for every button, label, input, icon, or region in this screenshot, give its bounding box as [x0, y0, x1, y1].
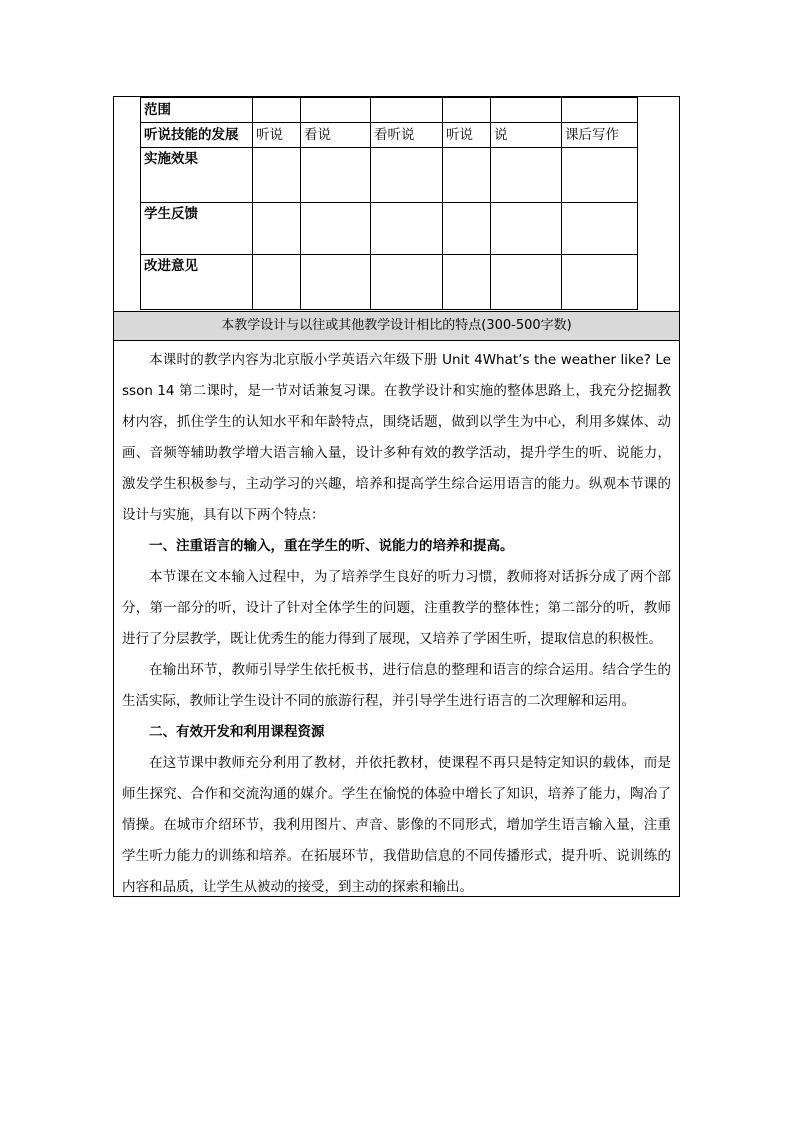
- table-cell: [491, 148, 562, 203]
- table-cell: [562, 98, 638, 123]
- section-title: 本教学设计与以往或其他教学设计相比的特点(300-500字数): [114, 311, 679, 341]
- table-cell: 课后写作: [562, 123, 638, 148]
- table-row-effect: [141, 148, 638, 203]
- row-label: 范围: [141, 98, 253, 123]
- table-cell: [491, 98, 562, 123]
- table-row-scope: [141, 98, 638, 123]
- table-cell: [371, 202, 443, 254]
- table-cell: 听说: [253, 123, 301, 148]
- table-cell: [491, 255, 562, 310]
- table-cell: [562, 202, 638, 254]
- table-cell: 看说: [301, 123, 371, 148]
- table-cell: [443, 255, 491, 310]
- row-label: 实施效果: [141, 148, 253, 203]
- table-cell: [253, 202, 301, 254]
- table-cell: [301, 255, 371, 310]
- row-label: 学生反馈: [141, 202, 253, 254]
- table-cell: [443, 148, 491, 203]
- design-features-text: [114, 341, 679, 903]
- table-cell: [253, 255, 301, 310]
- heading-feature-two: 二、有效开发和利用课程资源: [149, 724, 325, 740]
- table-cell: 看听说: [371, 123, 443, 148]
- table-cell: [371, 255, 443, 310]
- table-cell: 听说: [443, 123, 491, 148]
- document-frame: [113, 96, 680, 897]
- table-cell: [562, 148, 638, 203]
- table-row-skills: [141, 123, 638, 148]
- table-cell: [491, 202, 562, 254]
- paragraph-output: 在输出环节，教师引导学生依托板书，进行信息的整理和语言的综合运用。结合学生的生活实际，教师让学生设计不同的旅游行程，并引导学生进行语言的二次理解和运用。: [122, 662, 671, 709]
- row-label: 听说技能的发展: [141, 123, 253, 148]
- evaluation-section: [114, 97, 679, 311]
- table-row-feedback: [141, 202, 638, 254]
- row-label: 改进意见: [141, 255, 253, 310]
- table-cell: [301, 98, 371, 123]
- table-cell: [562, 255, 638, 310]
- table-cell: [371, 148, 443, 203]
- evaluation-table: [140, 97, 638, 310]
- table-cell: [371, 98, 443, 123]
- table-cell: [253, 98, 301, 123]
- heading-feature-one: 一、注重语言的输入，重在学生的听、说能力的培养和提高。: [149, 538, 514, 554]
- paragraph-intro: 本课时的教学内容为北京版小学英语六年级下册 Unit 4What’s the weather like? Lesson 14 第二课时，是一节对话兼复习课。在教学设计和实施的整体思路上，我充分挖掘教材内容，抓住学生的认知水平和年龄特点，围绕话题，做到以学生为中心，利用多媒体、动画、音频等辅助教学增大语言输入量，设计多种有效的教学活动，提升学生的听、说能力，激发学生积极参与，主动学习的兴趣，培养和提高学生综合运用语言的能力。纵观本节课的设计与实施，具有以下两个特点：: [122, 352, 671, 523]
- table-cell: [443, 202, 491, 254]
- paragraph-input: 本节课在文本输入过程中，为了培养学生良好的听力习惯，教师将对话拆分成了两个部分，第一部分的听，设计了针对全体学生的问题，注重教学的整体性；第二部分的听，教师进行了分层教学，既让优秀生的能力得到了展现，又培养了学困生听，提取信息的积极性。: [122, 569, 671, 647]
- table-cell: [443, 98, 491, 123]
- table-cell: [301, 148, 371, 203]
- table-cell: 说: [491, 123, 562, 148]
- table-cell: [253, 148, 301, 203]
- table-cell: [301, 202, 371, 254]
- paragraph-resources: 在这节课中教师充分利用了教材，并依托教材，使课程不再只是特定知识的载体，而是师生探究、合作和交流沟通的媒介。学生在愉悦的体验中增长了知识，培养了能力，陶冶了情操。在城市介绍环节，我利用图片、声音、影像的不同形式，增加学生语言输入量，注重学生听力能力的训练和培养。在拓展环节，我借助信息的不同传播形式，提升听、说训练的内容和品质，让学生从被动的接受，到主动的探索和输出。: [122, 755, 671, 895]
- table-row-improvement: [141, 255, 638, 310]
